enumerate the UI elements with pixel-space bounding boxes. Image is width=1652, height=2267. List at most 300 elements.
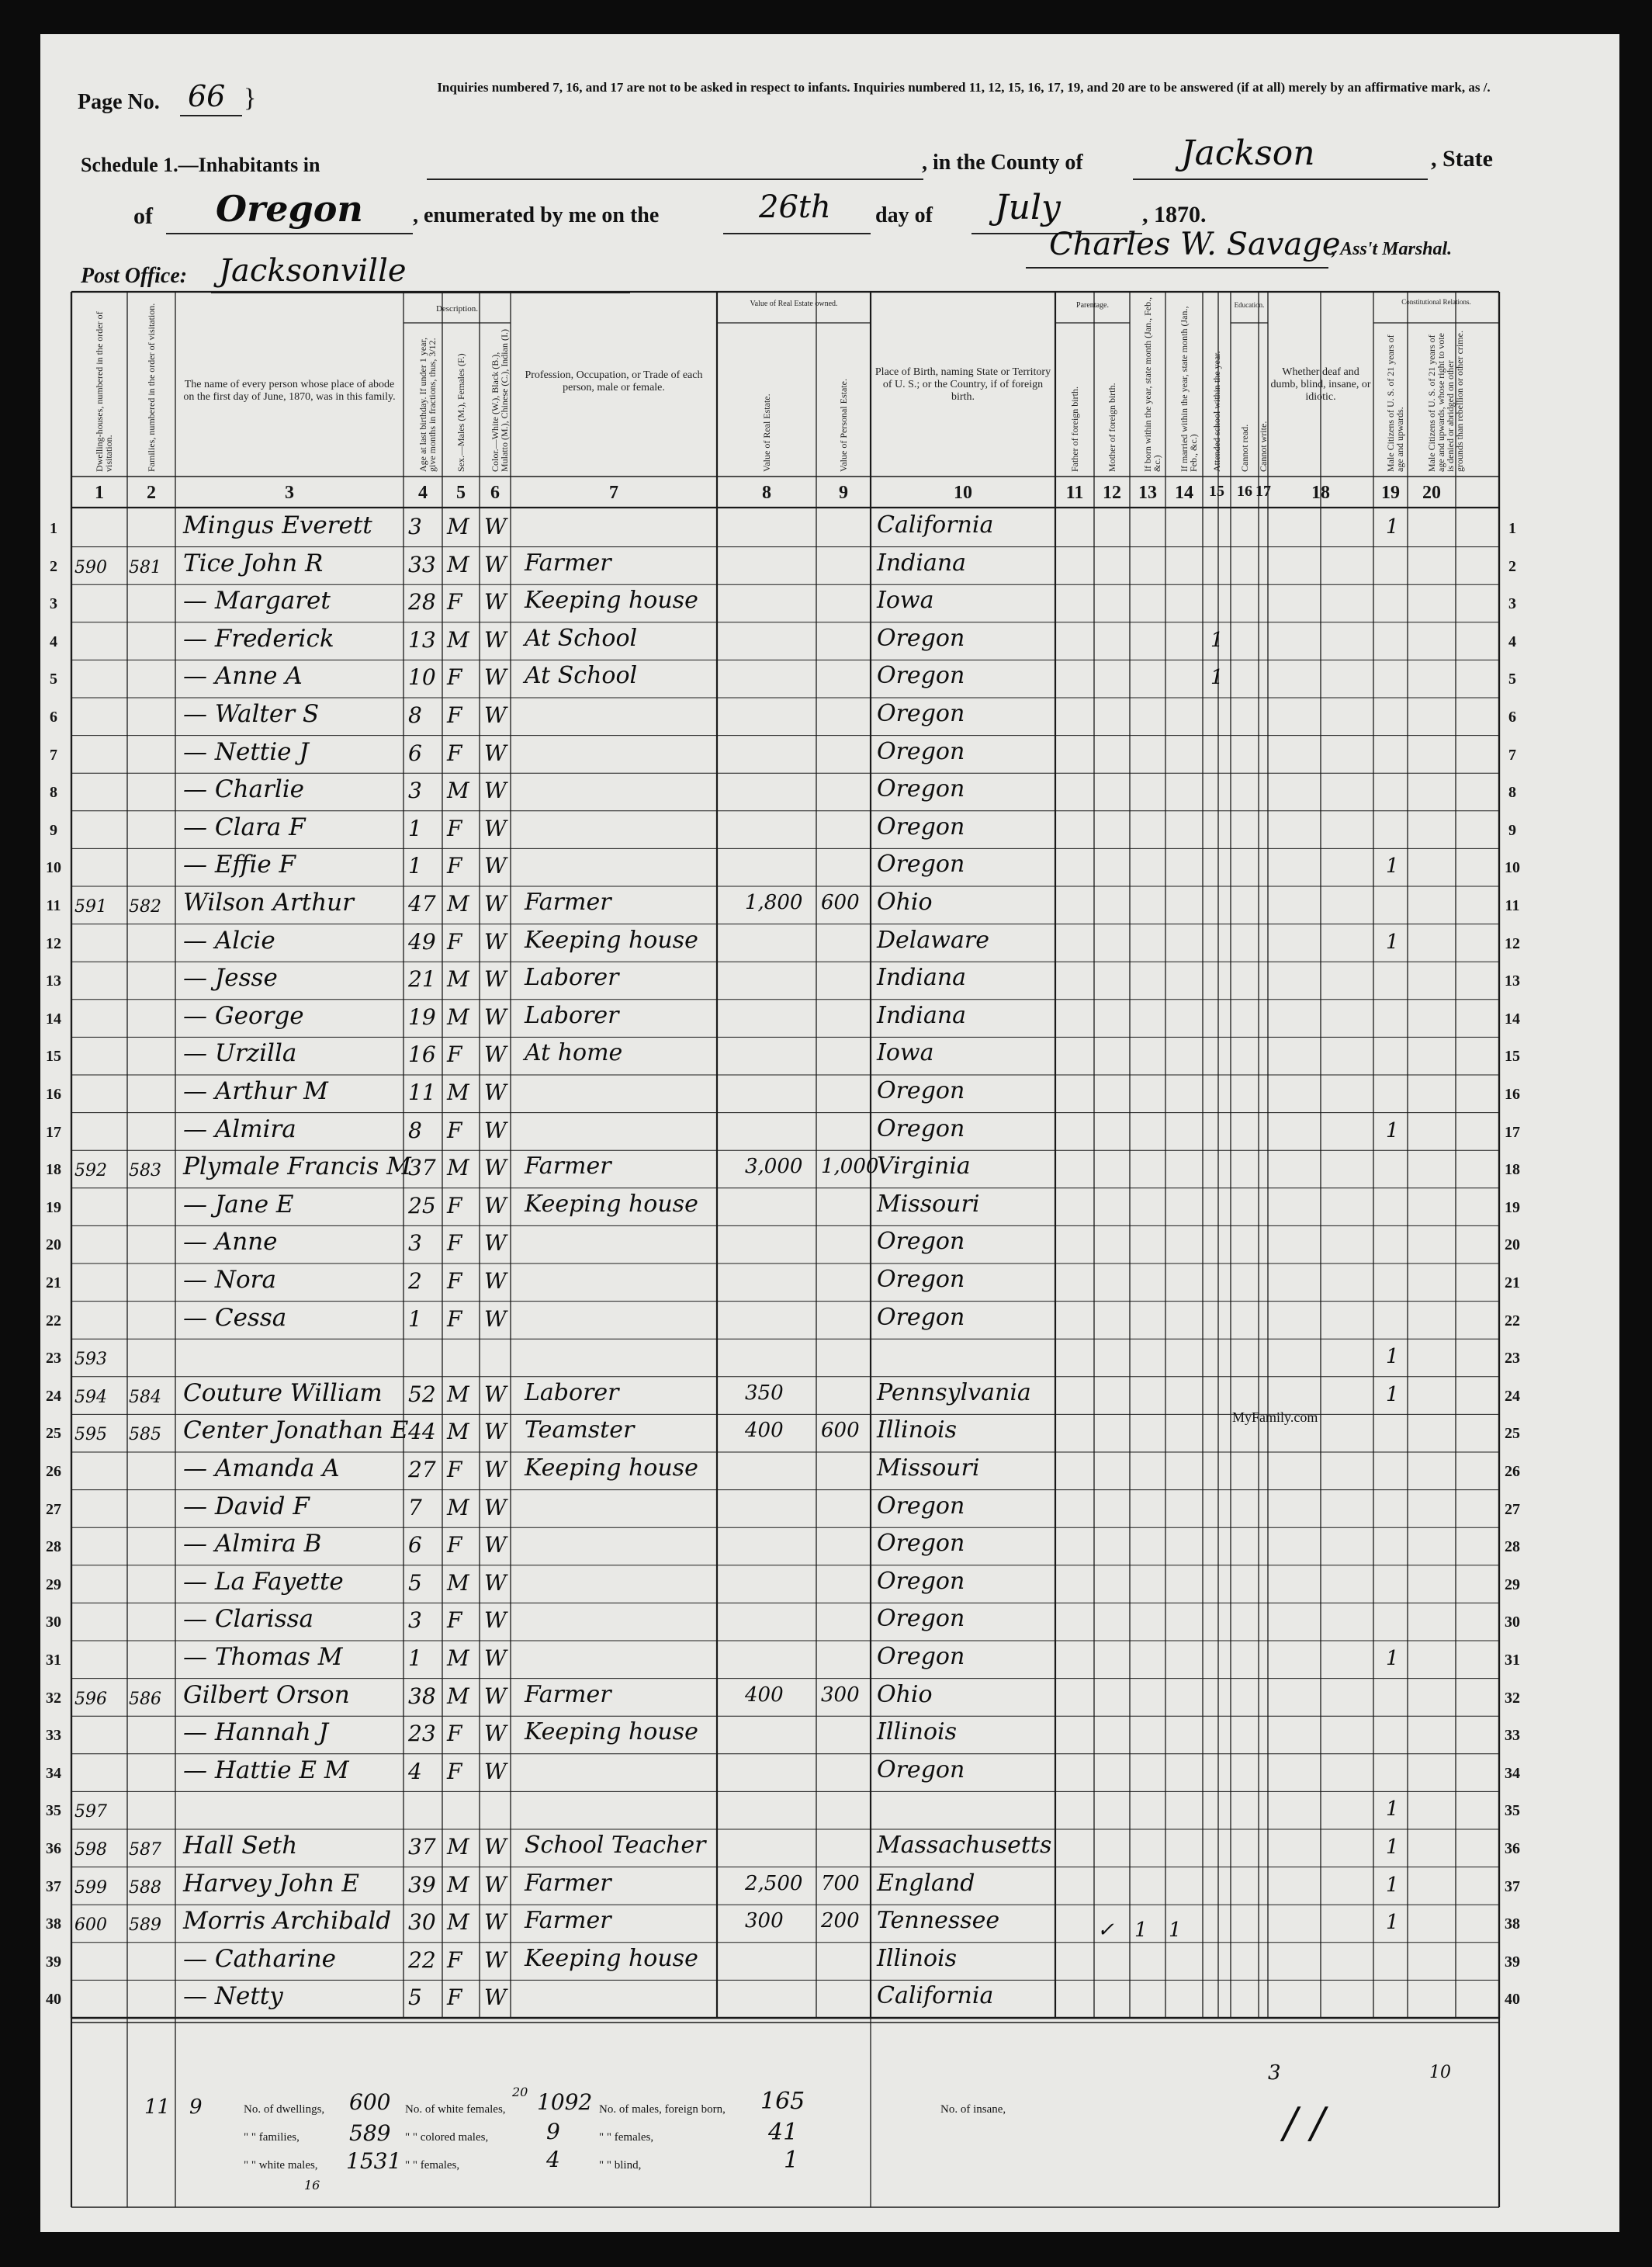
column-number-20: 20 [1422,483,1441,503]
birth-place: Oregon [877,775,965,803]
person-name: — Amanda A [183,1454,340,1482]
person-sex: F [447,815,462,841]
dwelling-number: 597 [74,1802,107,1822]
person-sex: F [447,740,462,766]
person-sex: F [447,928,462,955]
row-number-right: 39 [1505,1953,1520,1971]
row-number-right: 22 [1505,1312,1520,1329]
footer-blind: 1 [784,2147,799,2174]
person-color: W [484,853,507,879]
birth-place: Oregon [877,1303,965,1331]
person-age: 11 [408,1080,436,1105]
person-occupation: Teamster [525,1416,635,1444]
column-number-16: 16 [1237,483,1252,500]
person-sex: M [447,1645,469,1671]
person-age: 3 [408,514,422,539]
person-age: 37 [408,1155,436,1181]
header-value-estate: Value of Real Estate owned. [750,300,838,308]
header-col15: Attended school within the year. [1211,351,1222,472]
row-number-right: 6 [1508,709,1516,726]
row-number: 21 [46,1274,61,1291]
person-color: W [484,1683,507,1709]
person-name: Harvey John E [183,1869,360,1898]
person-sex: M [447,1871,469,1898]
birth-place: Indiana [877,1001,967,1029]
person-name: — Catharine [183,1944,337,1973]
person-name: — Nora [183,1266,276,1294]
county-label: , in the County of [922,151,1083,175]
header-col3: The name of every person whose place of abode on the first day of June, 1870, was in this family. [183,379,396,403]
birth-place: Illinois [877,1944,958,1972]
birth-place: Oregon [877,662,965,690]
person-age: 5 [408,1984,422,2011]
person-color: W [484,1230,507,1257]
dwelling-number: 593 [74,1350,107,1370]
row-number-right: 19 [1505,1198,1520,1216]
birth-place: California [877,1982,994,2010]
person-sex: F [447,702,462,728]
birth-place: Oregon [877,1266,965,1293]
person-age: 21 [408,966,436,993]
person-color: W [484,1117,507,1143]
person-age: 1 [408,815,422,841]
person-color: W [484,702,507,728]
person-name: Mingus Everett [183,511,372,539]
person-name: Gilbert Orson [183,1680,350,1709]
person-sex: F [447,1721,462,1747]
person-sex: M [447,778,469,804]
person-occupation: Laborer [525,964,619,992]
person-color: W [484,1758,507,1784]
birth-place: England [877,1869,975,1897]
person-sex: F [447,589,462,615]
real-estate-value: 350 [745,1381,784,1405]
person-sex: F [447,1946,462,1973]
row-number-right: 35 [1505,1802,1520,1820]
birth-place: Oregon [877,1228,965,1256]
row-number: 25 [46,1425,61,1443]
personal-estate-value: 600 [821,891,860,914]
person-color: W [484,740,507,766]
person-occupation: Keeping house [525,1718,698,1746]
row-number-right: 36 [1505,1840,1520,1857]
family-number: 581 [129,557,161,577]
footer-white-females-label: No. of white females, [405,2103,506,2116]
column-number-4: 4 [418,483,428,503]
person-name: Hall Seth [183,1832,298,1860]
family-number: 589 [129,1915,161,1936]
row-number: 22 [46,1312,61,1329]
row-number-right: 17 [1505,1123,1520,1141]
schedule-title: Schedule 1.—Inhabitants in [81,154,320,176]
row37-col12: 1 [1134,1919,1148,1942]
row-number-right: 30 [1505,1614,1520,1631]
person-color: W [484,1569,507,1596]
person-color: W [484,589,507,615]
row-number: 35 [46,1802,61,1820]
person-color: W [484,928,507,955]
person-age: 30 [408,1909,436,1936]
person-sex: M [447,1834,469,1860]
person-age: 39 [408,1871,436,1898]
footer-foreign-males-label: No. of males, foreign born, [599,2103,726,2116]
footer-colored-females: 4 [546,2147,560,2172]
row-number-right: 34 [1505,1764,1520,1782]
footer-foreign-females: 41 [768,2119,798,2146]
header-col4: Age at last birthday. If under 1 year, give months in fractions, thus, 3/12. [417,337,438,472]
row-number: 20 [46,1236,61,1254]
person-sex: F [447,1230,462,1257]
male-citizen-mark: 1 [1386,930,1399,954]
footer-families: 589 [349,2120,391,2146]
person-sex: M [447,1155,469,1181]
person-occupation: Keeping house [525,1454,698,1482]
person-name: Wilson Arthur [183,889,354,917]
header-parentage: Parentage. [1076,301,1109,310]
person-occupation: Keeping house [525,1944,698,1972]
person-sex: F [447,853,462,879]
footer-white-females: 1092 [537,2089,593,2115]
row-number-right: 8 [1508,784,1516,802]
row-number: 12 [46,934,61,952]
header-col12: Mother of foreign birth. [1107,383,1117,472]
person-name: — Almira B [183,1530,322,1558]
footer-colored-males: 9 [546,2119,560,2144]
person-age: 1 [408,1305,422,1332]
row-number-right: 10 [1505,859,1520,877]
total-col18-strokes: / / [1283,2099,1325,2147]
person-color: W [484,815,507,841]
column-number-10: 10 [954,483,972,503]
row-number-right: 33 [1505,1727,1520,1745]
marshal-name: Charles W. Savage [1049,227,1341,262]
person-color: W [484,1946,507,1973]
column-number-18: 18 [1311,483,1330,503]
header-col2: Families, numbered in the order of visitation. [146,303,157,472]
birth-place: Iowa [877,587,934,615]
row-number-right: 3 [1508,595,1516,613]
person-color: W [484,1192,507,1218]
row-number: 13 [46,972,61,990]
row-number-right: 16 [1505,1086,1520,1103]
person-name: — Nettie J [183,737,309,766]
row-number: 37 [46,1877,61,1895]
person-age: 3 [408,1230,422,1257]
row-number-right: 25 [1505,1425,1520,1443]
column-number-2: 2 [147,483,156,503]
birth-place: Oregon [877,813,965,841]
person-name: — Walter S [183,700,320,728]
header-description: Description. [435,304,479,314]
row-number: 4 [50,633,57,650]
row-number-right: 13 [1505,972,1520,990]
person-age: 33 [408,551,436,577]
person-name: Tice John R [183,549,324,577]
county-value: Jackson [1181,133,1315,173]
birth-place: Iowa [877,1039,934,1067]
person-occupation: Laborer [525,1001,619,1029]
person-occupation: Keeping house [525,1190,698,1218]
family-number: 588 [129,1877,161,1898]
row-number: 31 [46,1652,61,1669]
real-estate-value: 1,800 [745,891,803,914]
day-label: day of [875,203,933,227]
person-name: — Hannah J [183,1718,329,1747]
row-number: 40 [46,1991,61,2009]
person-occupation: At home [525,1039,623,1067]
column-number-15: 15 [1209,483,1224,500]
row-number: 1 [50,520,57,537]
row-number: 7 [50,746,57,764]
attended-school-mark: 1 [1210,666,1224,690]
person-color: W [484,1607,507,1634]
header-education: Education. [1234,301,1265,309]
person-color: W [484,1909,507,1936]
enumeration-month: July [995,188,1061,227]
person-name: — Charlie [183,775,305,804]
person-name: — David F [183,1492,310,1520]
birth-place: Oregon [877,737,965,765]
person-color: W [484,778,507,804]
header-constitutional: Constitutional Relations. [1401,298,1471,306]
row-number: 15 [46,1048,61,1066]
person-color: W [484,1984,507,2011]
footer-colored-females-label: " " females, [405,2159,460,2172]
person-sex: F [447,664,462,691]
person-color: W [484,1381,507,1407]
person-occupation: Farmer [525,1907,611,1935]
person-name: — Thomas M [183,1643,343,1671]
person-age: 19 [408,1004,436,1030]
birth-place: Indiana [877,964,967,992]
person-age: 23 [408,1721,436,1747]
person-color: W [484,1155,507,1181]
row-number-right: 28 [1505,1538,1520,1556]
person-occupation: Farmer [525,549,611,577]
row-number: 5 [50,671,57,688]
row-number-right: 4 [1508,633,1516,650]
row-number-right: 12 [1505,934,1520,952]
birth-place: Oregon [877,1567,965,1595]
person-color: W [484,514,507,539]
person-age: 6 [408,1532,422,1558]
attended-school-mark: 1 [1210,628,1224,652]
family-number: 585 [129,1425,161,1445]
footer-families-label: " " families, [244,2131,300,2144]
header-col20: Male Citizens of U. S. of 21 years of age and upwards, whose right to vote is denied or abridged on other grounds than rebellion or other crime. [1426,331,1465,472]
row-number: 19 [46,1198,61,1216]
person-name: — Frederick [183,624,334,653]
person-age: 8 [408,1117,422,1143]
row-number-right: 27 [1505,1500,1520,1518]
person-occupation: Keeping house [525,926,698,954]
male-citizen-mark: 1 [1386,1873,1399,1897]
personal-estate-value: 300 [821,1683,860,1707]
row-number: 10 [46,859,61,877]
column-number-3: 3 [285,483,294,503]
birth-place: California [877,511,994,539]
header-col19: Male Citizens of U. S. of 21 years of age and upwards. [1385,335,1405,472]
person-sex: F [447,1042,462,1068]
person-color: W [484,1645,507,1671]
header-col13: If born within the year, state month (Jan., Feb., &c.) [1142,296,1162,472]
male-citizen-mark: 1 [1386,854,1399,879]
row-number-right: 37 [1505,1877,1520,1895]
row-number-right: 32 [1505,1689,1520,1707]
person-sex: F [447,1117,462,1143]
total-col1: 11 [144,2095,171,2119]
row-number: 11 [46,897,61,914]
census-sheet [40,34,1619,2232]
person-name: — Cessa [183,1303,287,1332]
footer-foreign-females-label: " " females, [599,2131,654,2144]
birth-place: Oregon [877,851,965,879]
person-sex: M [447,1419,469,1445]
person-sex: M [447,1494,469,1520]
dwelling-number: 599 [74,1877,107,1898]
male-citizen-mark: 1 [1386,1911,1399,1935]
person-occupation: Farmer [525,1680,611,1708]
row-number: 8 [50,784,57,802]
row-number-right: 1 [1508,520,1516,537]
row-number-right: 2 [1508,557,1516,575]
row-number: 38 [46,1915,61,1933]
footer-small-16: 16 [304,2178,320,2192]
personal-estate-value: 700 [821,1871,860,1895]
row-number: 36 [46,1840,61,1857]
birth-place: Massachusetts [877,1832,1052,1859]
real-estate-value: 3,000 [745,1155,803,1179]
row-number-right: 31 [1505,1652,1520,1669]
male-citizen-mark: 1 [1386,1382,1399,1406]
person-age: 44 [408,1419,436,1445]
column-number-13: 13 [1138,483,1157,503]
person-occupation: Farmer [525,1153,611,1180]
person-sex: F [447,1758,462,1784]
row-number: 34 [46,1764,61,1782]
post-office-label: Post Office: [81,264,188,288]
person-age: 49 [408,928,436,955]
person-occupation: Keeping house [525,587,698,615]
person-age: 3 [408,778,422,804]
row-number-right: 38 [1505,1915,1520,1933]
person-occupation: School Teacher [525,1832,706,1859]
male-citizen-mark: 1 [1386,1835,1399,1859]
person-sex: F [447,1607,462,1634]
total-col2: 9 [189,2095,203,2119]
watermark: MyFamily.com [1232,1409,1318,1425]
row-number: 14 [46,1010,61,1028]
person-occupation: Farmer [525,889,611,916]
birth-place: Oregon [877,700,965,727]
person-age: 25 [408,1192,436,1218]
person-age: 8 [408,702,422,728]
person-sex: M [447,1381,469,1407]
row-number-right: 18 [1505,1161,1520,1179]
person-sex: M [447,891,469,917]
row-number: 9 [50,821,57,839]
person-color: W [484,664,507,691]
header-col8: Value of Real Estate. [761,393,772,472]
person-sex: M [447,514,469,539]
person-color: W [484,1004,507,1030]
row-number-right: 14 [1505,1010,1520,1028]
row-number: 2 [50,557,57,575]
person-age: 4 [408,1758,422,1784]
birth-place: Oregon [877,1643,965,1670]
male-citizen-mark: 1 [1386,1118,1399,1142]
footer-foreign-males: 165 [760,2088,805,2115]
male-citizen-mark: 1 [1386,1647,1399,1670]
state-label: , State [1431,146,1493,172]
person-age: 2 [408,1268,422,1294]
birth-place: Tennessee [877,1907,1000,1935]
personal-estate-value: 600 [821,1419,860,1443]
person-age: 28 [408,589,436,615]
person-name: — Clara F [183,813,306,841]
header-col9: Value of Personal Estate. [838,379,849,472]
row-number-right: 11 [1505,897,1520,914]
birth-place: Missouri [877,1190,980,1218]
person-color: W [484,1268,507,1294]
page-number-label: Page No. [78,90,160,114]
header-col1: Dwelling-houses, numbered in the order of visitation. [94,311,114,472]
birth-place: Oregon [877,1077,965,1104]
person-name: Morris Archibald [183,1907,392,1936]
person-age: 1 [408,853,422,879]
header-col5: Sex.—Males (M.), Females (F.) [455,353,466,472]
row-number-right: 24 [1505,1387,1520,1405]
person-sex: M [447,966,469,993]
person-sex: M [447,551,469,577]
male-citizen-mark: 1 [1386,1797,1399,1822]
person-name: — George [183,1001,304,1030]
dwelling-number: 591 [74,897,107,917]
person-color: W [484,551,507,577]
person-name: Center Jonathan E [183,1416,409,1445]
person-name: — Alcie [183,926,275,955]
personal-estate-value: 1,000 [821,1155,879,1179]
row-number: 27 [46,1500,61,1518]
header-col11: Father of foreign birth. [1069,386,1080,472]
birth-place: Illinois [877,1416,958,1444]
column-number-5: 5 [456,483,466,503]
row-number: 30 [46,1614,61,1631]
person-sex: M [447,1004,469,1030]
dwelling-number: 594 [74,1387,107,1407]
person-name: — Arthur M [183,1077,328,1105]
dwelling-number: 598 [74,1840,107,1860]
row37-col13: 1 [1169,1919,1182,1942]
person-name: — Clarissa [183,1605,314,1634]
person-sex: M [447,626,469,653]
row-number: 28 [46,1538,61,1556]
inquiry-note: Inquiries numbered 7, 16, and 17 are not to be asked in respect to infants. Inquiries numbered 11, 12, 15, 16, 17, 19, and 20 are to be answered (if at all) merely by an affirmative mark, as /. [437,80,1491,95]
row-number-right: 15 [1505,1048,1520,1066]
person-occupation: Laborer [525,1378,619,1406]
footer-dwellings-label: No. of dwellings, [244,2103,325,2116]
birth-place: Ohio [877,1680,933,1708]
personal-estate-value: 200 [821,1909,860,1933]
birth-place: Indiana [877,549,967,577]
person-color: W [484,1080,507,1105]
person-color: W [484,891,507,917]
person-age: 5 [408,1569,422,1596]
person-name: — Anne [183,1228,278,1257]
person-age: 3 [408,1607,422,1634]
person-name: — Jane E [183,1190,294,1218]
birth-place: Oregon [877,1756,965,1783]
